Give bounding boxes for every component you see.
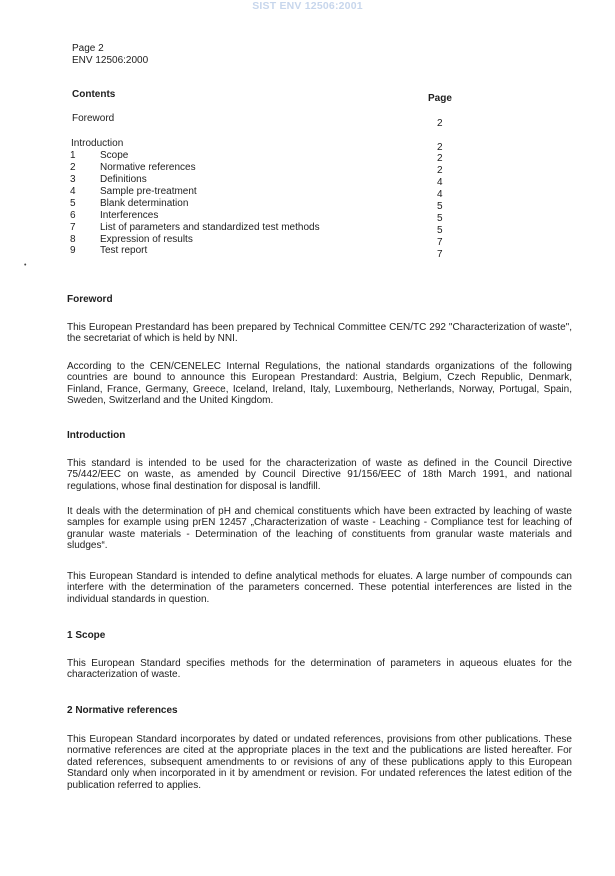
watermark: SIST ENV 12506:2001: [252, 0, 363, 12]
toc-entry-number: 9: [70, 245, 76, 256]
toc-entry-page: 2: [437, 153, 443, 164]
toc-entry: [70, 174, 450, 186]
toc-entry-page: 4: [437, 177, 443, 188]
toc-entry-label: Test report: [100, 245, 148, 256]
scope-paragraph: This European Standard specifies methods for the determination of parameters in aqueous eluates for the characterization of waste.: [67, 658, 572, 681]
toc-entry: [70, 222, 450, 234]
toc-entry-number: 2: [70, 162, 76, 173]
toc-entry-page: 4: [437, 189, 443, 200]
toc-introduction-label: Introduction: [71, 138, 124, 149]
introduction-paragraph: This standard is intended to be used for the characterization of waste as defined in the Council Directive 75/442/EEC on waste, as amended by Council Directive 91/156/EEC of 18th March 1991, and national regulations, whose final destination for disposal is landfill.: [67, 458, 572, 492]
introduction-paragraph: This European Standard is intended to define analytical methods for eluates. A large number of compounds can interfere with the determination of the parameters concerned. These potential interferences are listed in the individual standards in question.: [67, 571, 572, 605]
toc-entry-label: Expression of results: [100, 234, 193, 245]
page-number: Page 2: [72, 43, 104, 54]
contents-page-heading: Page: [428, 93, 452, 104]
toc-foreword-page: 2: [437, 118, 443, 129]
toc-entry-page: 2: [437, 165, 443, 176]
toc-entry-label: Interferences: [100, 210, 159, 221]
toc-entry-page: 7: [437, 237, 443, 248]
toc-entry-label: Sample pre-treatment: [100, 186, 197, 197]
toc-entry-number: 3: [70, 174, 76, 185]
normative-references-heading: 2 Normative references: [67, 705, 178, 716]
toc-entry-number: 7: [70, 222, 76, 233]
foreword-paragraph: This European Prestandard has been prepared by Technical Committee CEN/TC 292 "Characterization of waste", the secretariat of which is held by NNI.: [67, 322, 572, 345]
foreword-paragraph: According to the CEN/CENELEC Internal Regulations, the national standards organizations of the following countries are bound to announce this European Prestandard: Austria, Belgium, Czech Republic, Denmark, Finland, France, Germany, Greece, Iceland, Ireland, Italy, Luxembourg, Netherlands, Norway, Portugal, Spain, Sweden, Switzerland and the United Kingdom.: [67, 361, 572, 407]
toc-introduction-page: 2: [437, 142, 443, 153]
document-id: ENV 12506:2000: [72, 55, 149, 66]
toc-entry-label: Scope: [100, 150, 129, 161]
toc-entry-label: Blank determination: [100, 198, 189, 209]
toc-entry: [70, 210, 450, 222]
introduction-heading: Introduction: [67, 430, 126, 441]
toc-entry: [70, 245, 450, 257]
toc-entry-number: 6: [70, 210, 76, 221]
toc-entry-label: Definitions: [100, 174, 147, 185]
foreword-heading: Foreword: [67, 294, 113, 305]
toc-entry-page: 5: [437, 225, 443, 236]
toc-entry-number: 5: [70, 198, 76, 209]
toc-entry-number: 8: [70, 234, 76, 245]
toc-entry-page: 5: [437, 213, 443, 224]
toc-entry-number: 4: [70, 186, 76, 197]
toc-entry-page: 5: [437, 201, 443, 212]
toc-entry-page: 7: [437, 249, 443, 260]
scope-heading: 1 Scope: [67, 630, 106, 641]
toc-entry-label: Normative references: [100, 162, 196, 173]
toc-entry: [70, 186, 450, 198]
toc-foreword-label: Foreword: [72, 113, 115, 124]
introduction-paragraph: It deals with the determination of pH and chemical constituents which have been extracted by leaching of waste samples for example using prEN 12457 „Characterization of waste - Leaching - Compliance test for leaching of granular waste materials - Determination of the leaching of constituents from granular waste materials and sludges“.: [67, 506, 572, 552]
toc-entry: [70, 162, 450, 174]
toc-entry-number: 1: [70, 150, 76, 161]
toc-entry-label: List of parameters and standardized test methods: [100, 222, 320, 233]
contents-title: Contents: [72, 89, 116, 100]
toc-entry: [70, 198, 450, 210]
normative-references-paragraph: This European Standard incorporates by dated or undated references, provisions from other publications. These normative references are cited at the appropriate places in the text and the publications are listed hereafter. For dated references, subsequent amendments to or revisions of any of these publications apply to this European Standard only when incorporated in it by amendment or revision. For undated references the latest edition of the publication referred to applies.: [67, 734, 572, 791]
scan-mark: •: [24, 262, 27, 269]
toc-entry: [70, 150, 450, 162]
